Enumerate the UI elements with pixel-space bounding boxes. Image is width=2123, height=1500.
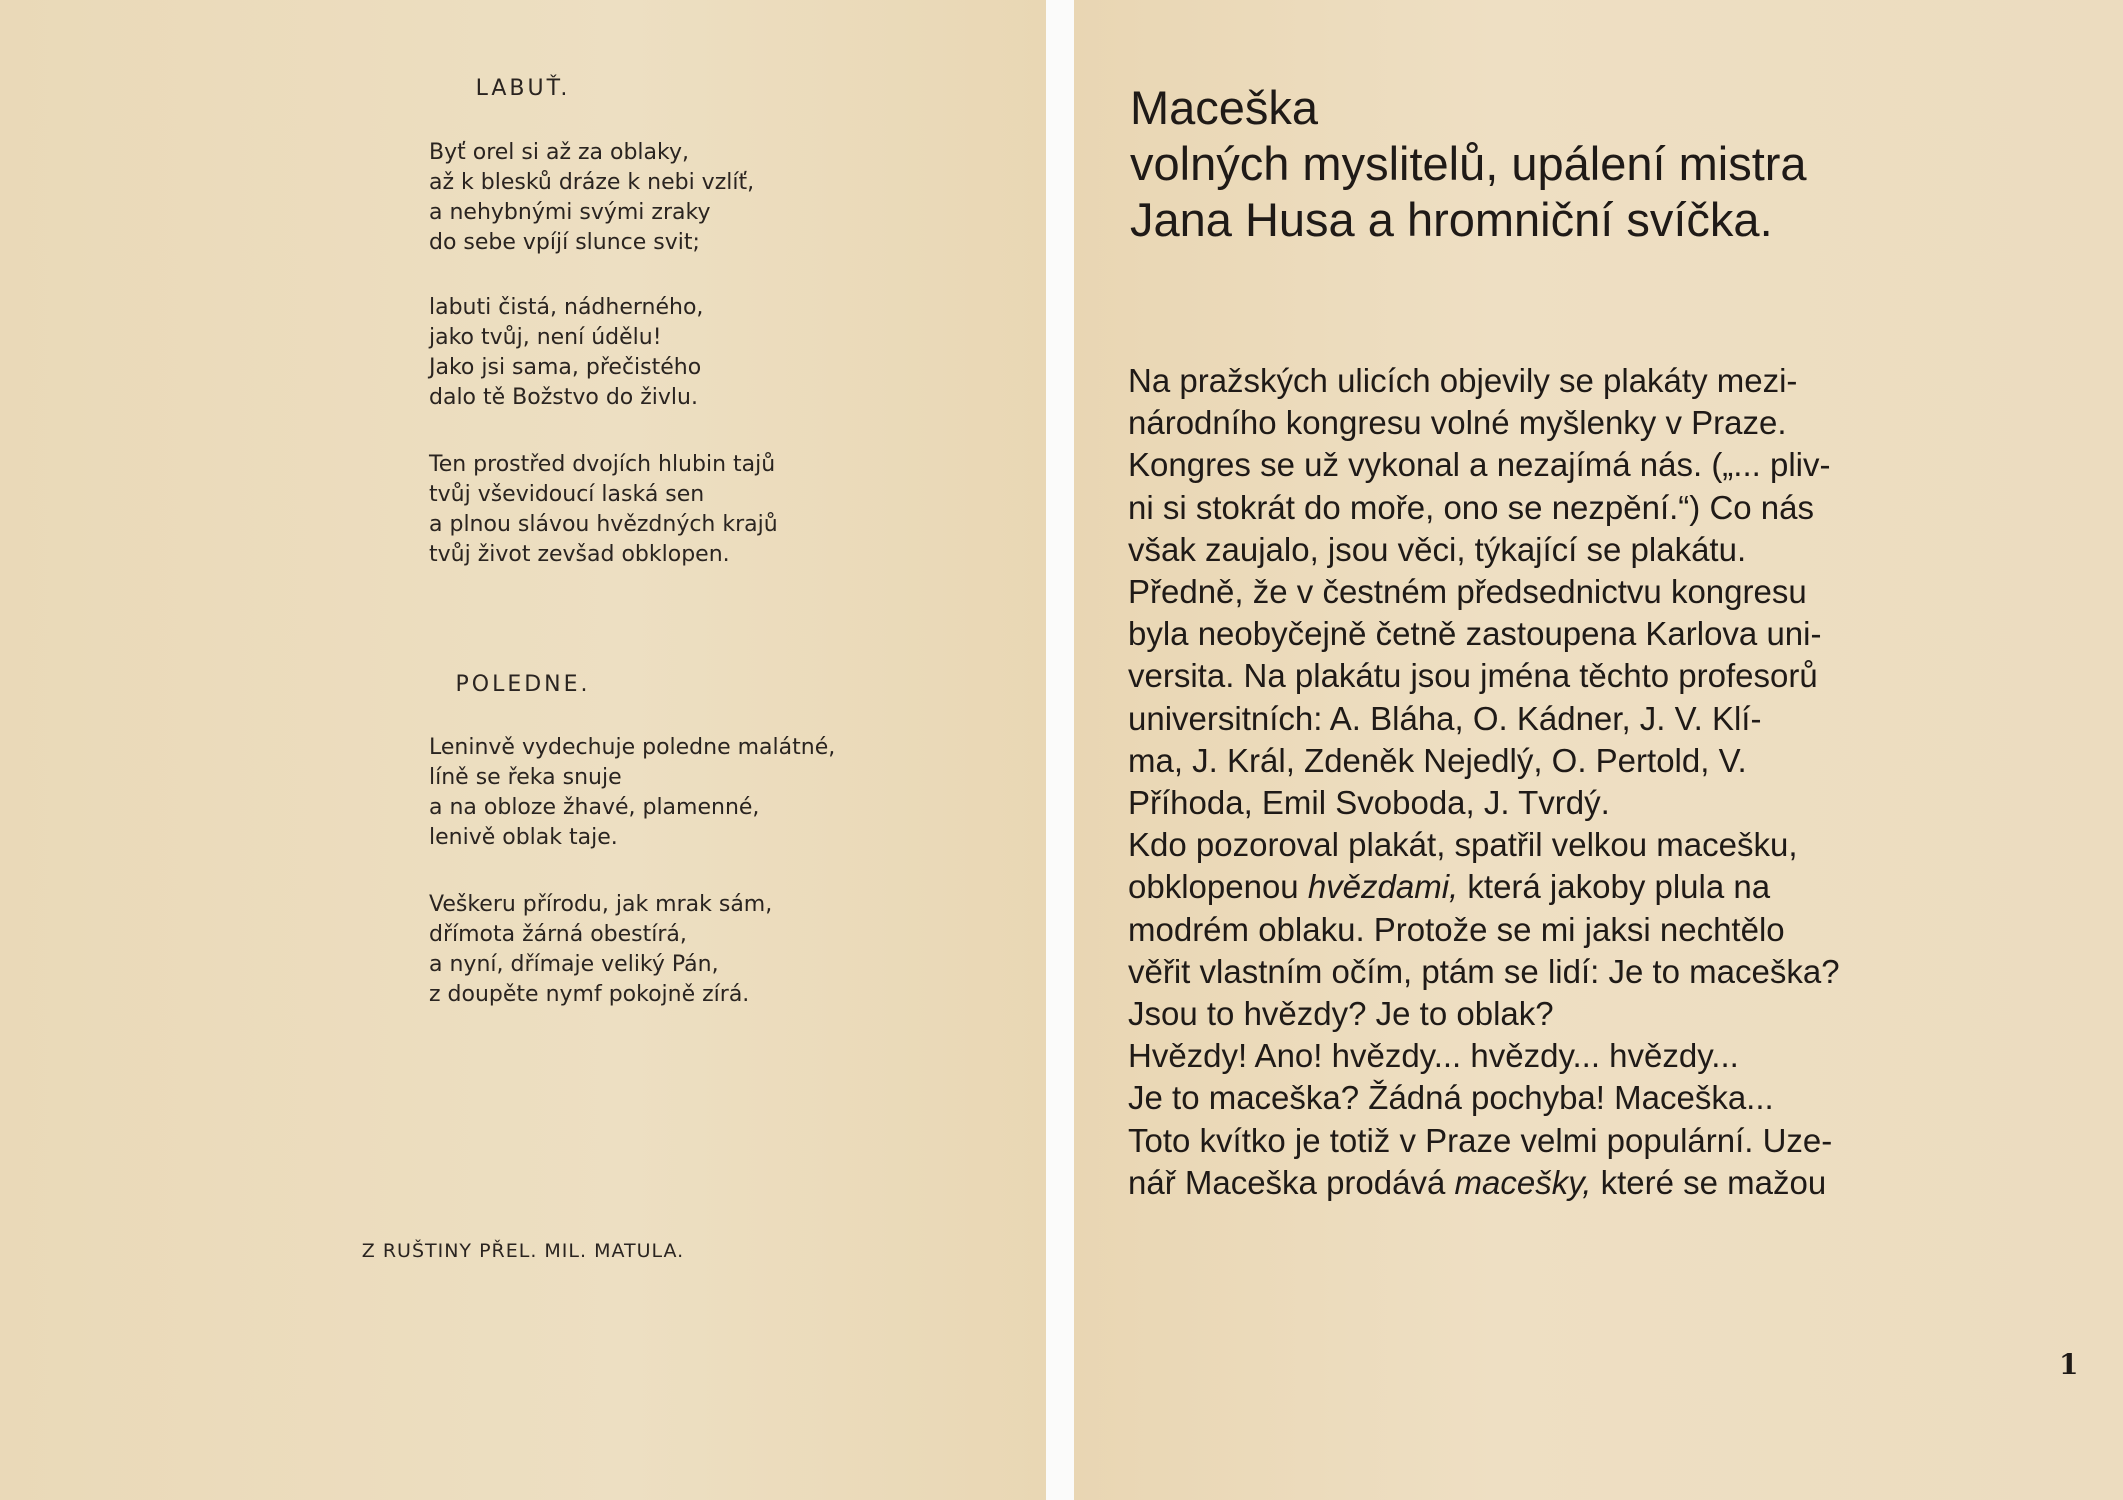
verse-line: Leninvě vydechuje poledne malátné,	[429, 735, 836, 760]
verse-line: a nehybnými svými zraky	[429, 200, 711, 225]
verse-line: labuti čistá, nádherného,	[429, 295, 704, 320]
article-body	[1128, 360, 1998, 1204]
verse-line: jako tvůj, není údělu!	[429, 325, 662, 350]
body-line: Je to maceška? Žádná pochyba! Maceška...	[1128, 1079, 1774, 1117]
stanza	[429, 890, 772, 1010]
verse-line: dalo tě Božstvo do živlu.	[429, 385, 698, 410]
verse-line: Byť orel si až za oblaky,	[429, 140, 689, 165]
body-line: ni si stokrát do moře, ono se nezpění.“) Co nás	[1128, 488, 1815, 526]
text-run: která jakoby plula na	[1458, 868, 1771, 906]
text-run: které se mažou	[1591, 1163, 1827, 1201]
emphasis-text: macešky,	[1454, 1163, 1592, 1201]
body-line: Předně, že v čestném předsednictvu kongresu	[1128, 573, 1807, 611]
verse-line: a na obloze žhavé, plamenné,	[429, 795, 760, 820]
body-line: Hvězdy! Ano! hvězdy... hvězdy... hvězdy...	[1128, 1037, 1739, 1075]
article-title	[1130, 80, 1807, 248]
body-line: Příhoda, Emil Svoboda, J. Tvrdý.	[1128, 784, 1610, 822]
verse-line: Ten prostřed dvojích hlubin tajů	[429, 452, 776, 477]
stanza	[429, 733, 835, 853]
body-line: národního kongresu volné myšlenky v Praze.	[1128, 404, 1787, 442]
verse-line: Jako jsi sama, přečistého	[429, 355, 702, 380]
verse-line: líně se řeka snuje	[429, 765, 622, 790]
verse-line: a nyní, dřímaje veliký Pán,	[429, 952, 719, 977]
verse-line: tvůj vševidoucí laská sen	[429, 482, 705, 507]
text-run: nář Maceška prodává	[1128, 1163, 1455, 1201]
body-line: versita. Na plakátu jsou jména těchto profesorů	[1128, 657, 1818, 695]
body-line: Kongres se už vykonal a nezajímá nás. („... pliv-	[1128, 446, 1831, 484]
body-line: věřit vlastním očím, ptám se lidí: Je to maceška?	[1128, 952, 1840, 990]
body-line: však zaujalo, jsou věci, týkající se plakátu.	[1128, 530, 1747, 568]
body-line	[1128, 866, 1998, 908]
body-line	[1128, 1162, 1998, 1204]
body-line: Jsou to hvězdy? Je to oblak?	[1128, 995, 1554, 1033]
title-line: Maceška	[1130, 81, 1319, 134]
body-line: ma, J. Král, Zdeněk Nejedlý, O. Pertold, V.	[1128, 741, 1747, 779]
stanza	[429, 138, 754, 258]
stanza	[429, 293, 703, 413]
body-line: modrém oblaku. Protože se mi jaksi nechtělo	[1128, 910, 1785, 948]
verse-line: dřímota žárná obestírá,	[429, 922, 687, 947]
title-line: Jana Husa a hromniční svíčka.	[1130, 193, 1773, 246]
verse-line: tvůj život zevšad obklopen.	[429, 542, 730, 567]
stanza	[429, 450, 778, 570]
verse-line: lenivě oblak taje.	[429, 825, 618, 850]
verse-line: z doupěte nymf pokojně zírá.	[429, 982, 750, 1007]
body-line: Na pražských ulicích objevily se plakáty mezi-	[1128, 362, 1798, 399]
verse-line: a plnou slávou hvězdných krajů	[429, 512, 778, 537]
page-gutter	[1046, 0, 1074, 1500]
body-line: Toto kvítko je totiž v Praze velmi populární. Uze-	[1128, 1121, 1833, 1159]
poem-title-labut: LABUŤ.	[475, 76, 571, 101]
verse-line: až k blesků dráze k nebi vzlíť,	[429, 170, 755, 195]
page-number: 1	[2059, 1348, 2079, 1381]
verse-line: Veškeru přírodu, jak mrak sám,	[429, 892, 773, 917]
emphasis-text: hvězdami,	[1307, 868, 1459, 906]
body-line: byla neobyčejně četně zastoupena Karlova uni-	[1128, 615, 1822, 653]
text-run: obklopenou	[1128, 868, 1308, 906]
body-line: universitních: A. Bláha, O. Kádner, J. V. Klí-	[1128, 699, 1762, 737]
translator-credit: Z RUŠTINY PŘEL. MIL. MATULA.	[361, 1240, 685, 1262]
poem-title-poledne: POLEDNE.	[455, 672, 591, 697]
body-line: Kdo pozoroval plakát, spatřil velkou macešku,	[1128, 826, 1798, 864]
right-page	[1074, 0, 2123, 1500]
left-page	[0, 0, 1046, 1500]
verse-line: do sebe vpíjí slunce svit;	[429, 230, 700, 255]
title-line: volných myslitelů, upálení mistra	[1130, 137, 1807, 190]
